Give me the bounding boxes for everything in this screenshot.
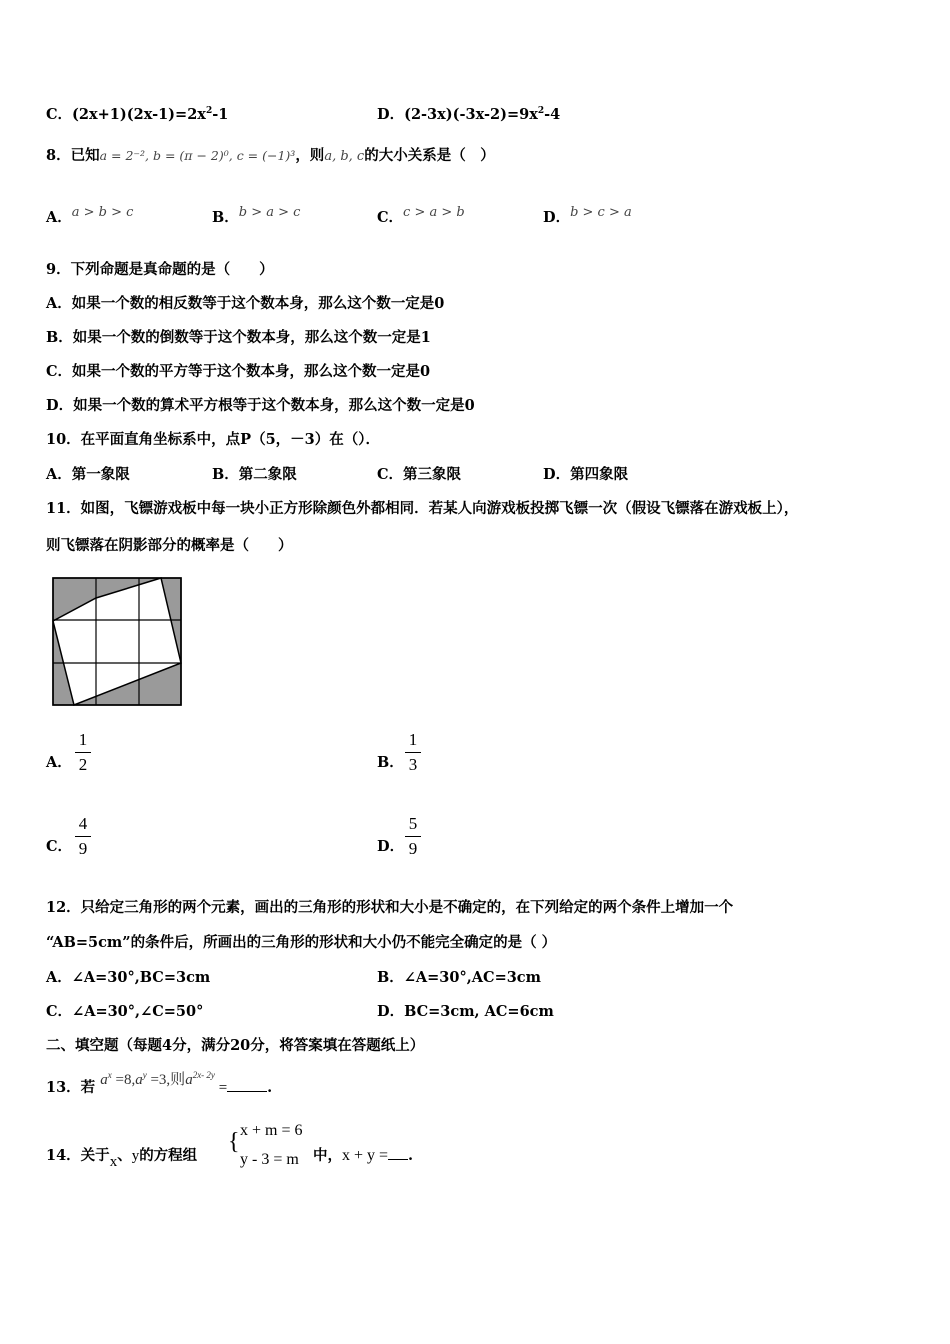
q7-option-d: D．$(2-3x)(-3x-2)=9x^2-4$ (377, 105, 561, 123)
q11-option-c-fraction: 4 9 (75, 814, 91, 859)
q11-option-b-label: B． (377, 754, 404, 771)
q10-option-a: A．第一象限 (46, 466, 130, 483)
q14-answer-blank[interactable] (388, 1159, 408, 1160)
q8-option-d: D．b > c > a (543, 205, 632, 226)
q7-option-c: C．$(2x+1)(2x-1)=2x^2-1$ (46, 105, 229, 123)
q8-option-c: C．c > a > b (377, 205, 465, 226)
q14-stem: 14．关于x、y的方程组 (46, 1147, 198, 1170)
q9-option-c: C．如果一个数的平方等于这个数本身，那么这个数一定是0 (46, 363, 431, 380)
q14-equation-2: y - 3 = m (240, 1151, 299, 1168)
q11-option-d-fraction: 5 9 (405, 814, 421, 859)
q11-option-c-label: C． (46, 838, 73, 855)
q9-option-a: A．如果一个数的相反数等于这个数本身，那么这个数一定是0 (46, 295, 445, 312)
q12-option-a: A．∠A=30°,BC=3cm (46, 969, 211, 986)
q8-option-b: B．b > a > c (212, 205, 301, 226)
q11-stem-line2: 则飞镖落在阴影部分的概率是（ ） (46, 537, 293, 554)
dartboard-figure (52, 577, 184, 707)
q13-stem: 13．若 $a^x =8,a^y =3$,则$a^{2x- 2y}$ = . (46, 1070, 273, 1096)
q12-option-b: B．∠A=30°,AC=3cm (377, 969, 541, 986)
q12-stem-line1: 12．只给定三角形的两个元素，画出的三角形的形状和大小是不确定的，在下列给定的两个条件上增加一个 (46, 899, 734, 916)
section-heading-fill-in: 二、填空题（每题4分，满分20分，将答案填在答题纸上） (46, 1037, 425, 1054)
q14-equation-1: x + m = 6 (240, 1122, 303, 1139)
q12-option-c: C．∠A=30°,∠C=50° (46, 1003, 204, 1020)
q10-option-b: B．第二象限 (212, 466, 297, 483)
q14-brace: { (228, 1129, 240, 1155)
q8-stem: 8．已知a = 2⁻², b = (π − 2)⁰, c = (−1)³，则a, b, c的大小关系是（ ） (46, 147, 495, 164)
q13-answer-blank[interactable] (227, 1091, 267, 1092)
q11-option-d-label: D． (377, 838, 405, 855)
q9-option-d: D．如果一个数的算术平方根等于这个数本身，那么这个数一定是0 (46, 397, 475, 414)
q9-option-b: B．如果一个数的倒数等于这个数本身，那么这个数一定是1 (46, 329, 431, 346)
q8-option-a: A．a > b > c (46, 205, 134, 226)
q11-stem-line1: 11．如图，飞镖游戏板中每一块小正方形除颜色外都相同．若某人向游戏板投掷飞镖一次（假设飞镖落在游戏板上）， (46, 500, 799, 517)
q11-option-b-fraction: 1 3 (405, 730, 421, 775)
q10-option-d: D．第四象限 (543, 466, 629, 483)
q10-stem: 10．在平面直角坐标系中，点P（5，－3）在（）． (46, 431, 381, 448)
q9-stem: 9．下列命题是真命题的是（ ） (46, 261, 274, 278)
q10-option-c: C．第三象限 (377, 466, 462, 483)
q12-option-d: D．BC=3cm, AC=6cm (377, 1003, 554, 1020)
q12-stem-line2: “AB=5cm”的条件后，所画出的三角形的形状和大小仍不能完全确定的是（ ） (46, 934, 557, 951)
q14-tail: 中，x + y = . (313, 1147, 414, 1164)
q11-option-a-fraction: 1 2 (75, 730, 91, 775)
q11-option-a-label: A． (46, 754, 72, 771)
